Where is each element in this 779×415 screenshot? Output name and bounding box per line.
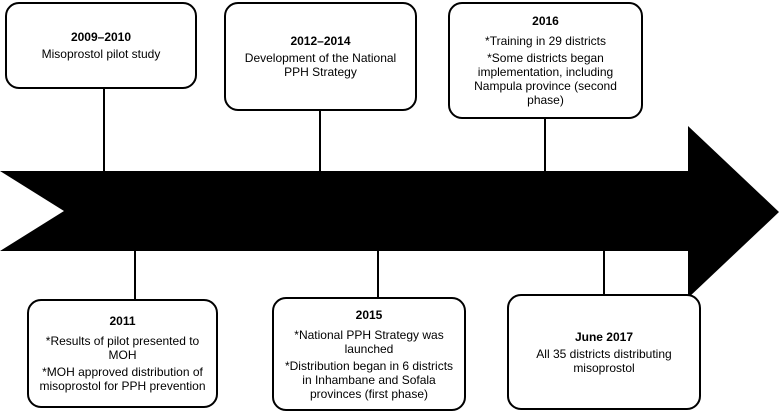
event-item: *Results of pilot presented to MOH [45,334,200,362]
event-item: *National PPH Strategy was launched [294,327,444,356]
event-date: 2011 [109,314,136,328]
event-box-2009-2010 [5,2,197,89]
event-item: *Distribution began in 6 districts in Inhambane and Sofala provinces (first phase) [284,358,454,401]
event-box-june-2017 [507,294,701,410]
timeline-arrow [0,126,779,298]
event-item: *Some districts began implementation, including Nampula province (second phase) [474,51,617,107]
event-box-2012-2014 [224,2,417,111]
event-date: June 2017 [574,329,634,344]
event-text: Misoprostol pilot study [41,47,161,61]
event-date: 2012–2014 [290,34,351,48]
event-item: *MOH approved distribution of misoprostol for PPH prevention [39,365,206,393]
event-box-2011 [27,299,218,408]
event-date: 2015 [355,307,383,322]
event-text: Development of the National PPH Strategy [244,51,397,79]
event-box-2015 [272,297,466,411]
event-box-2016 [448,2,643,119]
event-text: All 35 districts distributing misoprostol [536,346,672,375]
event-date: 2016 [532,14,559,28]
event-item: *Training in 29 districts [485,34,606,48]
event-date: 2009–2010 [70,30,132,44]
